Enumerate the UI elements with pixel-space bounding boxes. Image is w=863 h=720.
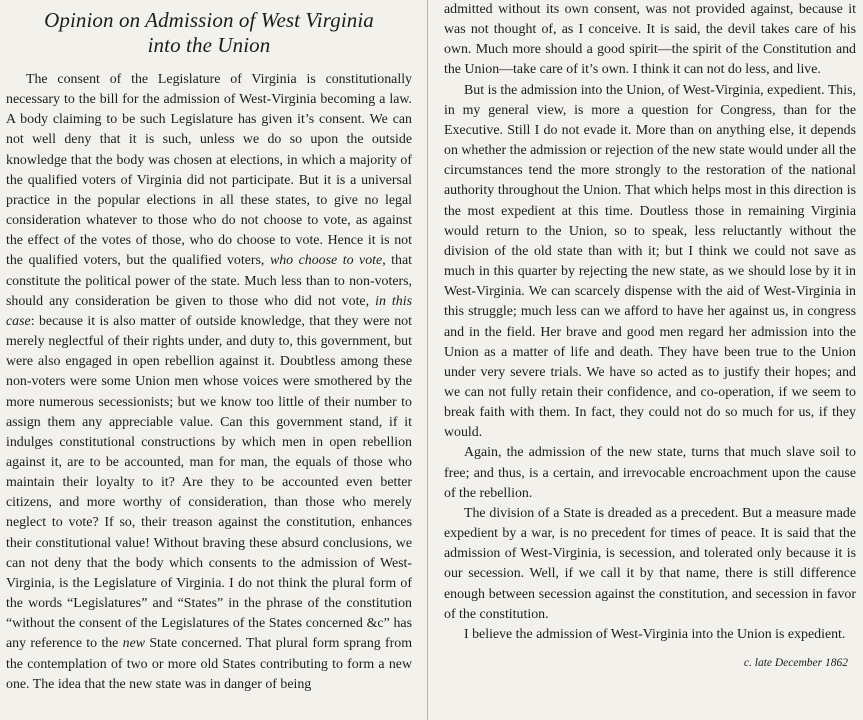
paragraph-slave-soil: Again, the admission of the new state, turns that much slave soil to free; and thus, is a certain, and irrevocable encroachment upon the cause of the rebellion. — [444, 445, 856, 501]
paragraph-conclusion: I believe the admission of West-Virginia into the Union is expedient. — [464, 626, 846, 642]
text-segment: : because it is also matter of outside knowledge, that they were not merely neglectful of their rights under, and duty to, this government, but were also engaged in open rebellion against it. Doubtless among these non-voters were some Union men whose voices were smothered by the more numerous secessionists; but we know too little of their number to assign them any appreciable value. Can this government stand, if it indulges constitutional constructions by which men in open rebellion against it, are to be accounted, man for man, the equals of those who maintain their loyalty to it? Are they to be accounted even better citizens, and more worthy of consideration, than those who merely neglect to vote? If so, their treason against the constitution, enhances their constitutional value! Without braving these absurd conclusions, we can not deny that the body which consents to the admission of West-Virginia, is the Legislature of Virginia. I do not think the plural form of the words “Legislatures” and “States” in the phrase of the constitution “without the consent of the Legislatures of the States concerned &c” has any reference to the — [6, 313, 412, 652]
paragraph-consent — [6, 70, 412, 695]
column-divider — [427, 0, 428, 720]
text-segment: State concerned. That plural form sprang from the contemplation of two or more old States contributing to form a new one. The idea that the new state was in danger of being — [6, 636, 413, 692]
emphasis-who-choose-to-vote: who choose to vote — [269, 253, 383, 269]
right-column — [444, 0, 856, 673]
text-segment: The consent of the Legislature of Virginia is constitutionally necessary to the bill for the admission of West-Virginia becoming a law. A body claiming to be such Legislature has given it’s consent. We can not well deny that it is such, unless we do so upon the outside knowledge that the body was chosen at elections, in which a majority of the qualified voters of Virginia did not participate. But it is a universal practice in the popular elections in all these states, to give no legal consideration whatever to those who do not choose to vote, as against the effect of the votes of those, who do choose to vote. Hence it is not the qualified voters, but the qualified voters, — [6, 72, 412, 269]
paragraph-precedent: The division of a State is dreaded as a precedent. But a measure made expedient by a war, is no precedent for times of peace. It is said that the admission of West-Virginia, is secession, and tolerated only because it is our secession. Well, if we call it by that name, there is still difference enough between secession against the constitution, and secession in favor of the constitution. — [444, 505, 856, 622]
document-title — [6, 8, 412, 58]
emphasis-in-this-case: in this case — [6, 293, 412, 329]
emphasis-new: new — [122, 636, 146, 652]
paragraph-expedient: But is the admission into the Union, of West-Virginia, expedient. This, in my general view, is more a question for Congress, than for the Executive. Still I do not evade it. More than on anything else, it depends on whether the admission or rejection of the new state would under all the circumstances tend the more strongly to the restoration of the national authority throughout the Union. That which helps most in this direction is the most expedient at this time. Doutless those in remaining Virginia would return to the Union, so to speak, less reluctantly without the division of the old state than with it; but I think we could not save as much in this quarter by rejecting the new state, as we should lose by it in West-Virginia. We can scarcely dispense with the aid of West-Virginia in this struggle; much less can we afford to have her against us, in congress and in the field. Her brave and good men regard her admission into the Union as a matter of life and death. They have been true to the Union under very severe trials. We have so acted as to justify their hopes; and we can not fully retain their confidence, and co-operation, if we seem to break faith with them. In fact, they could not do so much for us, if they would. — [444, 82, 856, 441]
title-line-2: into the Union — [147, 33, 271, 57]
paragraph-continuation: admitted without its own consent, was not provided against, because it was not thought of, as I conceive. It is said, the devil takes care of his own. Much more should a good spirit—the spirit of the Constitution and the Union—take care of it’s own. I think it can not do less, and live. — [444, 2, 856, 78]
date-signature: c. late December 1862 — [743, 657, 848, 669]
title-line-1: Opinion on Admission of West Virginia — [44, 8, 374, 32]
left-column — [6, 0, 414, 695]
text-segment: , that constitute the political power of the state. Much less than to non-voters, should any consideration be given to those who did not vote, — [6, 253, 413, 309]
